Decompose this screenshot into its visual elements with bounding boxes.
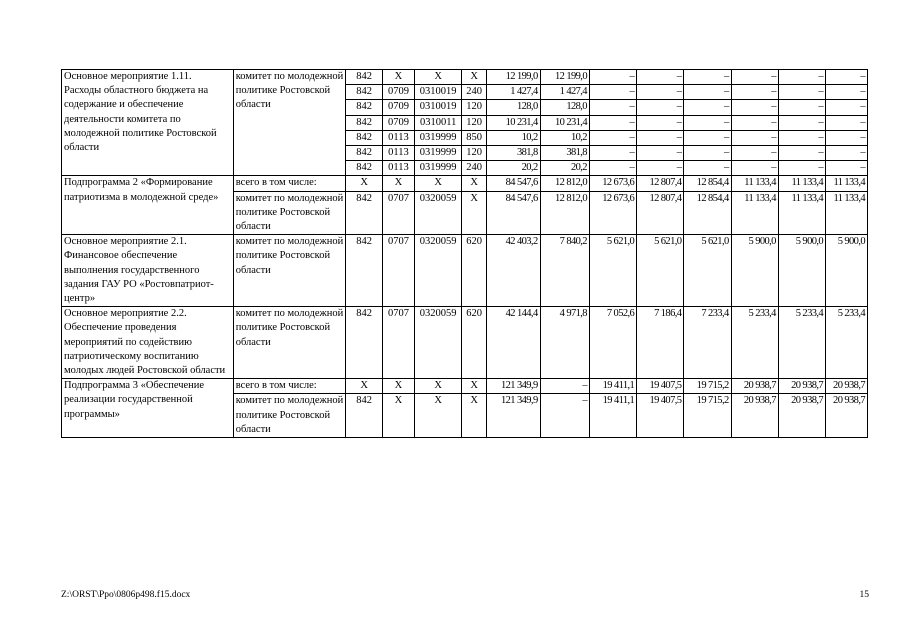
- table-cell: 0707: [382, 235, 414, 307]
- table-cell: 7 840,2: [540, 235, 589, 307]
- table-row: [62, 379, 868, 394]
- table-cell: 128,0: [540, 100, 589, 115]
- table-cell: Х: [462, 70, 487, 85]
- table-cell: 842: [346, 191, 382, 235]
- table-cell: 11 133,4: [826, 176, 868, 191]
- table-cell: –: [731, 85, 778, 100]
- table-cell: 12 807,4: [637, 191, 684, 235]
- table-cell: 0319999: [415, 161, 462, 176]
- table-cell: 12 673,6: [589, 191, 636, 235]
- table-cell: 7 233,4: [684, 307, 731, 379]
- table-cell: Подпрограмма 3 «Обеспечение реализации государственной программы»: [62, 379, 234, 438]
- table-cell: 19 407,5: [637, 379, 684, 394]
- table-cell: комитет по молодежной политике Ростовской области: [233, 191, 346, 235]
- table-cell: 20 938,7: [826, 394, 868, 438]
- table-cell: Х: [415, 70, 462, 85]
- table-cell: 19 407,5: [637, 394, 684, 438]
- table-cell: 0707: [382, 191, 414, 235]
- table-cell: 120: [462, 146, 487, 161]
- table-cell: –: [684, 115, 731, 130]
- table-cell: 84 547,6: [486, 176, 540, 191]
- table-row: [62, 176, 868, 191]
- table-cell: 381,8: [486, 146, 540, 161]
- table-cell: 20 938,7: [826, 379, 868, 394]
- table-cell: 0113: [382, 146, 414, 161]
- table-cell: комитет по молодежной политике Ростовской области: [233, 235, 346, 307]
- table-cell: –: [637, 146, 684, 161]
- table-cell: –: [637, 115, 684, 130]
- table-cell: Основное мероприятие 2.1. Финансовое обеспечение выполнения государственного задания ГАУ РО «Ростовпатриот-центр»: [62, 235, 234, 307]
- table-cell: –: [731, 161, 778, 176]
- table-cell: Х: [382, 70, 414, 85]
- table-cell: 842: [346, 394, 382, 438]
- table-cell: –: [826, 161, 868, 176]
- table-cell: 20,2: [540, 161, 589, 176]
- table-cell: 42 144,4: [486, 307, 540, 379]
- table-row: [62, 307, 868, 379]
- table-cell: 121 349,9: [486, 379, 540, 394]
- table-cell: 128,0: [486, 100, 540, 115]
- table-cell: 20 938,7: [778, 394, 825, 438]
- table-cell: –: [778, 70, 825, 85]
- footer-page-number: 15: [859, 590, 869, 600]
- table-cell: 0310011: [415, 115, 462, 130]
- table-cell: –: [826, 70, 868, 85]
- table-cell: –: [540, 394, 589, 438]
- table-cell: 5 621,0: [684, 235, 731, 307]
- table-cell: –: [637, 161, 684, 176]
- table-cell: –: [778, 85, 825, 100]
- table-cell: –: [826, 85, 868, 100]
- table-cell: Подпрограмма 2 «Формирование патриотизма в молодежной среде»: [62, 176, 234, 235]
- table-cell: 120: [462, 100, 487, 115]
- table-cell: 19 411,1: [589, 379, 636, 394]
- budget-table: [61, 69, 868, 438]
- table-cell: –: [731, 146, 778, 161]
- table-cell: 20 938,7: [731, 379, 778, 394]
- table-cell: 5 900,0: [731, 235, 778, 307]
- table-cell: –: [778, 115, 825, 130]
- table-cell: –: [778, 100, 825, 115]
- table-cell: 11 133,4: [731, 176, 778, 191]
- table-cell: 1 427,4: [540, 85, 589, 100]
- table-cell: 19 715,2: [684, 394, 731, 438]
- table-cell: –: [589, 161, 636, 176]
- table-cell: 620: [462, 235, 487, 307]
- table-cell: –: [684, 70, 731, 85]
- table-cell: 5 621,0: [589, 235, 636, 307]
- table-cell: 842: [346, 70, 382, 85]
- table-cell: –: [684, 130, 731, 145]
- table-cell: –: [684, 85, 731, 100]
- table-cell: 12 854,4: [684, 191, 731, 235]
- table-cell: –: [826, 146, 868, 161]
- table-cell: 0319999: [415, 130, 462, 145]
- table-cell: 10,2: [540, 130, 589, 145]
- table-cell: –: [637, 100, 684, 115]
- table-cell: –: [589, 130, 636, 145]
- table-cell: –: [778, 146, 825, 161]
- table-cell: –: [731, 70, 778, 85]
- table-cell: 20 938,7: [731, 394, 778, 438]
- table-cell: Основное мероприятие 2.2. Обеспечение проведения мероприятий по содействию патриотическому воспитанию молодых людей Ростовской области: [62, 307, 234, 379]
- table-cell: 0113: [382, 161, 414, 176]
- table-cell: 842: [346, 161, 382, 176]
- table-cell: 0709: [382, 85, 414, 100]
- table-cell: 620: [462, 307, 487, 379]
- table-cell: 12 854,4: [684, 176, 731, 191]
- table-cell: 19 715,2: [684, 379, 731, 394]
- table-cell: Х: [346, 176, 382, 191]
- table-cell: –: [826, 130, 868, 145]
- table-cell: 84 547,6: [486, 191, 540, 235]
- table-cell: 842: [346, 235, 382, 307]
- table-cell: –: [637, 130, 684, 145]
- table-row: [62, 70, 868, 85]
- table-cell: 842: [346, 100, 382, 115]
- table-cell: 4 971,8: [540, 307, 589, 379]
- table-cell: 381,8: [540, 146, 589, 161]
- table-cell: –: [589, 85, 636, 100]
- table-cell: 42 403,2: [486, 235, 540, 307]
- table-cell: Х: [415, 394, 462, 438]
- table-cell: 842: [346, 146, 382, 161]
- table-cell: –: [778, 161, 825, 176]
- table-cell: 0320059: [415, 307, 462, 379]
- table-cell: 11 133,4: [731, 191, 778, 235]
- table-cell: 10,2: [486, 130, 540, 145]
- table-cell: 0319999: [415, 146, 462, 161]
- table-cell: 120: [462, 115, 487, 130]
- table-cell: 5 900,0: [826, 235, 868, 307]
- table-cell: 0709: [382, 100, 414, 115]
- table-cell: 0709: [382, 115, 414, 130]
- table-cell: 842: [346, 130, 382, 145]
- table-cell: –: [731, 115, 778, 130]
- table-cell: –: [589, 115, 636, 130]
- table-cell: 20,2: [486, 161, 540, 176]
- table-cell: Х: [382, 379, 414, 394]
- table-cell: 5 621,0: [637, 235, 684, 307]
- table-cell: 12 812,0: [540, 176, 589, 191]
- table-cell: комитет по молодежной политике Ростовской области: [233, 394, 346, 438]
- table-row: [62, 235, 868, 307]
- table-cell: –: [684, 146, 731, 161]
- table-cell: Х: [415, 176, 462, 191]
- table-cell: Х: [415, 379, 462, 394]
- table-cell: –: [589, 70, 636, 85]
- table-cell: Х: [346, 379, 382, 394]
- table-cell: –: [731, 100, 778, 115]
- table-cell: 12 199,0: [540, 70, 589, 85]
- table-cell: всего в том числе:: [233, 379, 346, 394]
- table-cell: –: [684, 161, 731, 176]
- footer-file-path: Z:\ORST\Ppo\0806p498.f15.docx: [61, 590, 191, 600]
- table-cell: 0320059: [415, 191, 462, 235]
- table-cell: 842: [346, 85, 382, 100]
- table-cell: 5 900,0: [778, 235, 825, 307]
- table-cell: 0113: [382, 130, 414, 145]
- table-cell: 842: [346, 307, 382, 379]
- table-cell: комитет по молодежной политике Ростовской области: [233, 307, 346, 379]
- table-cell: 20 938,7: [778, 379, 825, 394]
- table-cell: 0320059: [415, 235, 462, 307]
- table-cell: 5 233,4: [778, 307, 825, 379]
- table-cell: 0310019: [415, 85, 462, 100]
- table-cell: –: [826, 115, 868, 130]
- table-cell: –: [637, 70, 684, 85]
- table-cell: 12 673,6: [589, 176, 636, 191]
- table-cell: Х: [382, 394, 414, 438]
- table-cell: –: [778, 130, 825, 145]
- table-cell: –: [589, 146, 636, 161]
- table-cell: –: [731, 130, 778, 145]
- table-cell: –: [589, 100, 636, 115]
- table-cell: 10 231,4: [540, 115, 589, 130]
- table-cell: Х: [462, 191, 487, 235]
- table-cell: 7 186,4: [637, 307, 684, 379]
- table-cell: 0707: [382, 307, 414, 379]
- table-cell: 5 233,4: [826, 307, 868, 379]
- table-cell: 10 231,4: [486, 115, 540, 130]
- table-cell: Х: [462, 379, 487, 394]
- table-cell: 850: [462, 130, 487, 145]
- table-cell: 7 052,6: [589, 307, 636, 379]
- table-cell: Х: [462, 176, 487, 191]
- table-cell: 0310019: [415, 100, 462, 115]
- table-cell: 12 807,4: [637, 176, 684, 191]
- table-cell: Основное мероприятие 1.11. Расходы областного бюджета на содержание и обеспечение деятельности комитета по молодежной политике Ростовской области: [62, 70, 234, 176]
- table-cell: –: [540, 379, 589, 394]
- table-cell: Х: [382, 176, 414, 191]
- table-cell: комитет по молодежной политике Ростовской области: [233, 70, 346, 176]
- table-cell: 240: [462, 161, 487, 176]
- table-cell: Х: [462, 394, 487, 438]
- table-cell: 842: [346, 115, 382, 130]
- table-cell: 121 349,9: [486, 394, 540, 438]
- table-cell: –: [637, 85, 684, 100]
- table-cell: 19 411,1: [589, 394, 636, 438]
- table-cell: 1 427,4: [486, 85, 540, 100]
- table-cell: –: [684, 100, 731, 115]
- table-cell: 11 133,4: [778, 191, 825, 235]
- table-cell: –: [826, 100, 868, 115]
- table-cell: 12 812,0: [540, 191, 589, 235]
- table-cell: 11 133,4: [778, 176, 825, 191]
- table-cell: 5 233,4: [731, 307, 778, 379]
- table-cell: 11 133,4: [826, 191, 868, 235]
- table-cell: всего в том числе:: [233, 176, 346, 191]
- table-cell: 240: [462, 85, 487, 100]
- table-cell: 12 199,0: [486, 70, 540, 85]
